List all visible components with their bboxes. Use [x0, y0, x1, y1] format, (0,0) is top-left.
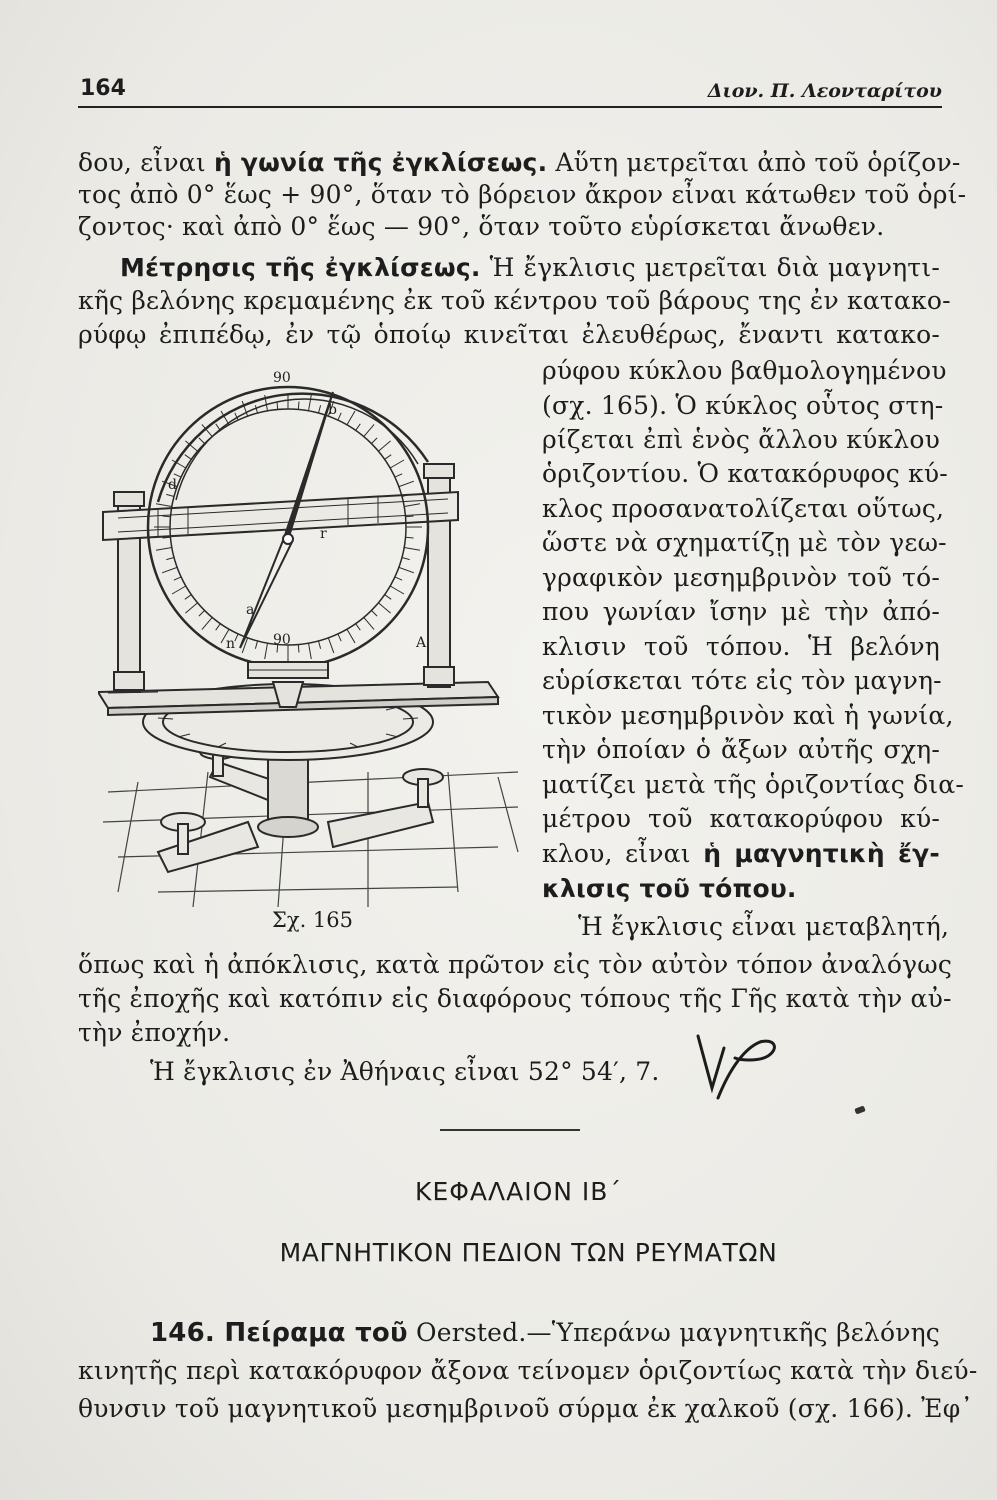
floor-grid	[103, 772, 518, 907]
text-line: ρίζεται ἐπὶ ἑνὸς ἄλλου κύκλου	[542, 425, 940, 454]
graduation-tick	[309, 643, 312, 659]
label-n: n	[226, 636, 236, 652]
graduation-tick	[371, 438, 377, 444]
text-line: κλισις τοῦ τόπου.	[542, 874, 797, 903]
graduation-tick	[277, 402, 278, 410]
text-line: ὥστε νὰ σχηματίζῃ μὲ τὸν γεω-	[542, 528, 947, 557]
graduation-tick	[395, 577, 402, 580]
text-line: Ἡ ἔγκλισις εἶναι μεταβλητή,	[578, 912, 950, 941]
graduation-tick	[156, 548, 172, 551]
graduation-tick	[378, 441, 390, 451]
graduation-tick	[395, 474, 402, 477]
label-90-top: 90	[273, 370, 291, 386]
text-line: (σχ. 165). Ὁ κύκλος οὗτος στη-	[542, 391, 944, 420]
graduation-tick	[163, 537, 171, 538]
graduation-tick	[255, 641, 257, 649]
text-line: τος ἀπὸ 0° ἕως + 90°, ὅταν τὸ βόρειον ἄκρον εἶναι κάτωθεν τοῦ ὁρί-	[78, 180, 967, 209]
graduation-tick	[356, 424, 361, 431]
graduation-tick	[166, 558, 174, 560]
graduation-tick	[199, 610, 205, 616]
label-d: d	[168, 477, 177, 493]
graduation-tick	[255, 405, 257, 413]
figure-caption: Σχ. 165	[272, 908, 354, 932]
text-line: τὴν ἐποχήν.	[78, 1018, 231, 1047]
text-line: ὅπως καὶ ἡ ἀπόκλισις, κατὰ πρῶτον εἰς τὸν αὐτὸν τόπον ἀναλόγως	[78, 950, 953, 979]
graduation-tick	[298, 402, 299, 410]
page-number: 164	[80, 76, 126, 101]
graduation-tick	[404, 548, 420, 551]
graduation-tick	[298, 645, 299, 653]
text-line: ματίζει μετὰ τῆς ὁριζοντίας δια-	[542, 770, 965, 799]
text-line: τικὸν μεσημβρινὸν καὶ ἡ γωνία,	[542, 701, 954, 730]
graduation-tick	[319, 405, 321, 413]
graduation-tick	[406, 537, 414, 538]
graduation-tick	[378, 603, 390, 613]
graduation-tick	[399, 481, 414, 486]
graduation-tick	[402, 558, 410, 560]
text-line: που γωνίαν ἴσην μὲ τὴν ἀπό-	[542, 597, 940, 626]
graduation-tick	[235, 634, 238, 641]
section-rule	[440, 1129, 580, 1131]
text-line: εὑρίσκεται τότε εἰς τὸν μαγνη-	[542, 666, 942, 695]
graduation-tick	[385, 595, 392, 600]
graduation-tick	[371, 610, 377, 616]
graduation-tick	[265, 643, 268, 659]
graduation-tick	[319, 641, 321, 649]
page-header	[78, 74, 942, 108]
graduation-tick	[347, 411, 355, 425]
handwritten-signature	[690, 1028, 820, 1118]
graduation-tick	[328, 638, 333, 653]
graduation-tick	[162, 567, 177, 572]
graduation-tick	[185, 595, 192, 600]
graduation-tick	[174, 577, 181, 580]
text-line: κλου, εἶναι ἡ μαγνητικὴ ἔγ-	[542, 839, 940, 868]
text-line: ὁριζοντίου. Ὁ κατακόρυφος κύ-	[542, 459, 948, 488]
label-a: a	[246, 602, 255, 618]
graduation-tick	[185, 603, 197, 613]
graduation-tick	[216, 624, 221, 631]
graduation-tick	[390, 460, 404, 468]
text-line: τὴν ὁποίαν ὁ ἄξων αὐτῆς σχη-	[542, 735, 940, 764]
graduation-tick	[338, 634, 341, 641]
graduation-tick	[199, 438, 205, 444]
graduation-tick	[163, 516, 171, 517]
text-line: ρύφου κύκλου βαθμολογημένου	[542, 356, 947, 385]
text-line: Μέτρησις τῆς ἐγκλίσεως. Ἡ ἔγκλισις μετρεῖται διὰ μαγνητι-	[120, 253, 940, 282]
graduation-tick	[309, 395, 312, 411]
graduation-tick	[406, 516, 414, 517]
graduation-tick	[364, 617, 374, 629]
graduation-tick	[399, 567, 414, 572]
text-line: δου, εἶναι ἡ γωνία τῆς ἐγκλίσεως. Αὕτη μετρεῖται ἀπὸ τοῦ ὁρίζον-	[78, 148, 961, 177]
text-line: τῆς ἐποχῆς καὶ κατόπιν εἰς διαφόρους τόπους τῆς Γῆς κατὰ τὴν αὐ-	[78, 984, 952, 1013]
graduation-tick	[202, 617, 212, 629]
ink-mark	[854, 1105, 865, 1114]
graduation-tick	[364, 424, 374, 436]
label-b: b	[328, 402, 337, 418]
text-line: γραφικὸν μεσημβρινὸν τοῦ τό-	[542, 563, 940, 592]
text-line: μέτρου τοῦ κατακορύφου κύ-	[542, 804, 940, 833]
text-line: ζοντος· καὶ ἀπὸ 0° ἕως — 90°, ὅταν τοῦτο εὑρίσκεται ἄνωθεν.	[78, 212, 885, 241]
graduation-tick	[166, 494, 174, 496]
text-line: κῆς βελόνης κρεμαμένης ἐκ τοῦ κέντρου τοῦ βάρους της ἐν κατακο-	[78, 286, 951, 315]
graduation-tick	[356, 624, 361, 631]
label-A: A	[416, 635, 427, 651]
graduation-tick	[338, 413, 341, 420]
graduation-tick	[385, 455, 392, 460]
text-line: θυνσιν τοῦ μαγνητικοῦ μεσημβρινοῦ σύρμα ἐκ χαλκοῦ (σχ. 166). Ἐφ᾽	[78, 1394, 974, 1423]
text-line: Ἡ ἔγκλισις ἐν Ἀθήναις εἶναι 52° 54′, 7.	[150, 1057, 660, 1086]
chapter-title: ΜΑΓΝΗΤΙΚΟΝ ΠΕΔΙΟΝ ΤΩΝ ΡΕΥΜΑΤΩΝ	[279, 1238, 778, 1267]
graduation-tick	[156, 504, 172, 507]
text-line: κλος προσανατολίζεται οὕτως,	[542, 494, 945, 523]
running-head: Διον. Π. Λεονταρίτου	[707, 80, 942, 102]
graduation-tick	[185, 455, 192, 460]
text-line: 146. Πείραμα τοῦ Oersted.—Ὑπεράνω μαγνητικῆς βελόνης	[150, 1318, 940, 1348]
text-line: κινητῆς περὶ κατακόρυφον ἄξονα τείνομεν ὁριζοντίως κατὰ τὴν διεύ-	[78, 1356, 978, 1385]
text-line: ρύφῳ ἐπιπέδῳ, ἐν τῷ ὁποίῳ κινεῖται ἐλευθέρως, ἔναντι κατακο-	[78, 320, 940, 349]
label-90-bottom: 90	[273, 632, 291, 648]
graduation-tick	[390, 586, 404, 594]
graduation-tick	[347, 629, 355, 643]
text-line: κλισιν τοῦ τόπου. Ἡ βελόνη	[542, 632, 940, 661]
graduation-tick	[172, 586, 186, 594]
graduation-tick	[216, 424, 221, 431]
label-r: r	[320, 526, 327, 542]
inclination-compass-figure	[98, 352, 538, 912]
chapter-number: ΚΕΦΑΛΑΙΟΝ ΙΒ΄	[415, 1177, 622, 1206]
